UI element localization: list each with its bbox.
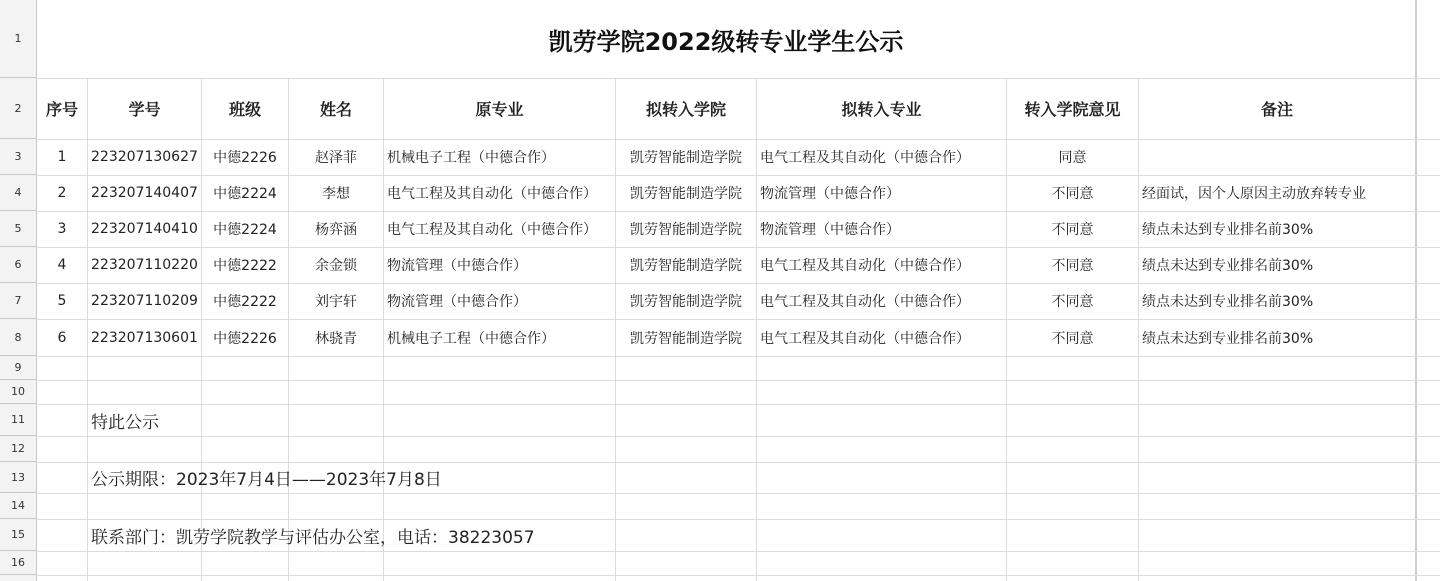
cell-student-id[interactable]: 223207140407	[91, 185, 198, 201]
contact-note[interactable]: 联系部门：凯劳学院教学与评估办公室，电话：38223057	[91, 527, 535, 548]
cell-target-college[interactable]: 凯劳智能制造学院	[630, 150, 742, 166]
cell-target-college[interactable]: 凯劳智能制造学院	[630, 222, 742, 238]
cell-name[interactable]: 李想	[322, 186, 350, 202]
cell-student-id[interactable]: 223207130627	[91, 149, 198, 165]
cell-name[interactable]: 余金锁	[315, 258, 357, 274]
cell-college-opinion[interactable]: 不同意	[1051, 186, 1094, 202]
row-number-12[interactable]: 12	[0, 436, 36, 462]
cell-original-major[interactable]: 电气工程及其自动化（中德合作）	[387, 186, 597, 202]
cell-target-college[interactable]: 凯劳智能制造学院	[630, 330, 742, 347]
row-number-16[interactable]: 16	[0, 551, 36, 575]
cell-remarks[interactable]: 绩点未达到专业排名前30%	[1142, 258, 1314, 274]
header-cell-college-opinion[interactable]: 转入学院意见	[1024, 100, 1121, 119]
cell-original-major[interactable]: 物流管理（中德合作）	[387, 294, 527, 310]
cell-class[interactable]: 中德2226	[213, 330, 277, 347]
cell-index[interactable]: 6	[57, 329, 67, 346]
cell-index[interactable]: 1	[57, 149, 67, 165]
header-cell-original-major[interactable]: 原专业	[475, 100, 524, 119]
row-number-11[interactable]: 11	[0, 404, 36, 436]
period-note[interactable]: 公示期限：2023年7月4日——2023年7月8日	[91, 470, 442, 490]
cell-class[interactable]: 中德2226	[213, 150, 277, 166]
header-cell-index[interactable]: 序号	[45, 100, 78, 119]
cell-target-major[interactable]: 电气工程及其自动化（中德合作）	[760, 330, 970, 347]
cell-remarks[interactable]: 绩点未达到专业排名前30%	[1142, 294, 1314, 310]
header-cell-remarks[interactable]: 备注	[1260, 100, 1293, 119]
cell-original-major[interactable]: 机械电子工程（中德合作）	[387, 150, 555, 166]
row-number-8[interactable]: 8	[0, 319, 36, 356]
cell-class[interactable]: 中德2224	[213, 222, 277, 238]
cell-student-id[interactable]: 223207110209	[91, 293, 198, 309]
cell-remarks[interactable]	[1139, 139, 1415, 175]
row-number-6[interactable]: 6	[0, 247, 36, 283]
row-number-15[interactable]: 15	[0, 519, 36, 551]
cell-class[interactable]: 中德2224	[213, 186, 277, 202]
row-number-3[interactable]: 3	[0, 139, 36, 175]
cell-name[interactable]: 刘宇轩	[315, 294, 357, 310]
grid-row-line	[36, 436, 1440, 437]
cell-index[interactable]: 5	[57, 293, 67, 309]
row-number-4[interactable]: 4	[0, 175, 36, 211]
cell-college-opinion[interactable]: 同意	[1058, 150, 1087, 166]
cell-name[interactable]: 林骁青	[315, 330, 357, 347]
cell-class[interactable]: 中德2222	[213, 258, 277, 274]
cell-remarks[interactable]: 绩点未达到专业排名前30%	[1142, 330, 1314, 347]
header-cell-name[interactable]: 姓名	[319, 100, 352, 119]
grid-row-line	[36, 404, 1440, 405]
cell-remarks[interactable]: 绩点未达到专业排名前30%	[1142, 222, 1314, 238]
cell-student-id[interactable]: 223207130601	[91, 329, 198, 346]
grid-row-line	[36, 551, 1440, 552]
cell-target-major[interactable]: 电气工程及其自动化（中德合作）	[760, 258, 970, 274]
grid-row-line	[36, 380, 1440, 381]
cell-target-major[interactable]: 电气工程及其自动化（中德合作）	[760, 294, 970, 310]
row-number-13[interactable]: 13	[0, 462, 36, 493]
cell-student-id[interactable]: 223207140410	[91, 221, 198, 237]
row-header-column	[0, 0, 37, 581]
header-cell-target-college[interactable]: 拟转入学院	[645, 100, 726, 119]
header-cell-target-major[interactable]: 拟转入专业	[841, 100, 922, 119]
cell-target-college[interactable]: 凯劳智能制造学院	[630, 186, 742, 202]
cell-target-college[interactable]: 凯劳智能制造学院	[630, 258, 742, 274]
row-number-14[interactable]: 14	[0, 493, 36, 519]
cell-index[interactable]: 4	[57, 257, 67, 273]
cell-index[interactable]: 2	[57, 185, 67, 201]
cell-college-opinion[interactable]: 不同意	[1051, 294, 1094, 310]
cell-target-college[interactable]: 凯劳智能制造学院	[630, 294, 742, 310]
cell-college-opinion[interactable]: 不同意	[1051, 258, 1094, 274]
announce-note[interactable]: 特此公示	[91, 412, 159, 433]
row-number-2[interactable]: 2	[0, 78, 36, 139]
cell-target-major[interactable]: 电气工程及其自动化（中德合作）	[760, 150, 970, 166]
cell-index[interactable]: 3	[57, 221, 67, 237]
cell-remarks[interactable]: 经面试，因个人原因主动放弃转专业	[1142, 186, 1366, 202]
row-number-7[interactable]: 7	[0, 283, 36, 319]
cell-original-major[interactable]: 电气工程及其自动化（中德合作）	[387, 222, 597, 238]
cell-name[interactable]: 赵泽菲	[315, 150, 357, 166]
cell-college-opinion[interactable]: 不同意	[1051, 330, 1094, 347]
row-number-1[interactable]: 1	[0, 0, 36, 78]
row-number-5[interactable]: 5	[0, 211, 36, 247]
sheet-title[interactable]: 凯劳学院2022级转专业学生公示	[548, 27, 904, 56]
grid-row-line	[36, 575, 1440, 576]
cell-class[interactable]: 中德2222	[213, 294, 277, 310]
cell-name[interactable]: 杨弈涵	[315, 222, 357, 238]
row-number-9[interactable]: 9	[0, 356, 36, 380]
header-cell-student-id[interactable]: 学号	[128, 100, 161, 119]
grid-row-line	[36, 356, 1440, 357]
cell-target-major[interactable]: 物流管理（中德合作）	[760, 186, 900, 202]
header-cell-class[interactable]: 班级	[228, 100, 261, 119]
cell-original-major[interactable]: 物流管理（中德合作）	[387, 258, 527, 274]
cell-target-major[interactable]: 物流管理（中德合作）	[760, 222, 900, 238]
row-number-10[interactable]: 10	[0, 380, 36, 404]
grid-row-line	[36, 493, 1440, 494]
cell-original-major[interactable]: 机械电子工程（中德合作）	[387, 330, 555, 347]
cell-student-id[interactable]: 223207110220	[91, 257, 198, 273]
cell-college-opinion[interactable]: 不同意	[1051, 222, 1094, 238]
